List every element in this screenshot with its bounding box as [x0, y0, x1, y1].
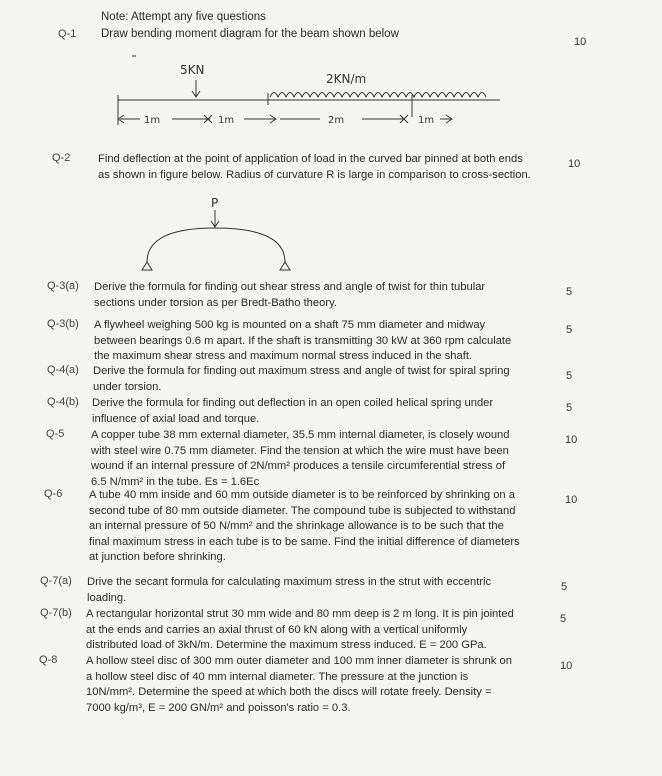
question-text: A flywheel weighing 500 kg is mounted on a shaft 75 mm diameter and midway — [94, 319, 486, 331]
question-marks: 5 — [566, 370, 573, 382]
question-marks: 10 — [565, 434, 578, 446]
question-text: A tube 40 mm inside and 60 mm outside diameter is to be reinforced by shrinking on a — [89, 489, 515, 501]
question-text: at the ends and carries an axial thrust of 60 kN along with a vertical uniformly — [86, 623, 468, 636]
dim-label: 2m — [328, 115, 345, 126]
question-number: Q-4(b) — [47, 396, 79, 408]
question-text: Draw bending moment diagram for the beam shown below — [101, 28, 399, 40]
question-text: A rectangular horizontal strut 30 mm wide and 80 mm deep is 2 m long. It is pin jointed — [86, 608, 514, 620]
question-text: distributed load of 3kN/m. Determine the maximum stress induced. E = 200 GPa. — [86, 639, 487, 652]
question-text: a hollow steel disc of 40 mm internal diameter. The pressure at the junction is — [86, 670, 469, 683]
question-text: between bearings 0.6 m apart. If the shaft is transmitting 30 kW at 360 rpm calculate — [94, 334, 512, 347]
question-number: Q-1 — [58, 28, 77, 40]
dim-label: 1m — [418, 115, 435, 126]
question-text: under torsion. — [93, 380, 162, 393]
question-marks: 5 — [560, 613, 567, 625]
question-text: 10N/mm². Determine the speed at which both the discs will rotate freely. Density = — [86, 686, 492, 699]
question-text: 6.5 N/mm² in the tube. Es = 1.6Ec — [91, 475, 260, 488]
question-text: influence of axial load and torque. — [92, 412, 260, 425]
question-marks: 10 — [574, 36, 587, 48]
question-marks: 10 — [565, 494, 578, 506]
question-number: Q-2 — [52, 152, 71, 164]
question-text: an internal pressure of 50 N/mm² and the shrinkage allowance is to be such that the — [89, 520, 504, 533]
question-text: Derive the formula for finding out maximum stress and angle of twist for spiral spring — [93, 365, 510, 377]
question-text: final maximum stress in each tube is to be same. Find the initial difference of diameters — [89, 535, 520, 548]
question-text: Derive the formula for finding out deflection in an open coiled helical spring under — [92, 397, 494, 409]
question-text: loading. — [87, 591, 127, 604]
question-marks: 5 — [566, 402, 573, 414]
question-text: sections under torsion as per Bredt-Batho theory. — [94, 296, 337, 309]
question-text: Derive the formula for finding out shear stress and angle of twist for thin tubular — [94, 281, 486, 293]
question-text: A copper tube 38 mm external diameter, 35.5 mm internal diameter, is closely wound — [91, 429, 510, 441]
question-text: second tube of 80 mm outside diameter. The compound tube is subjected to withstand — [89, 504, 516, 517]
question-text: as shown in figure below. Radius of curvature R is large in comparison to cross-section. — [98, 169, 531, 181]
question-marks: 10 — [568, 158, 581, 170]
question-marks: 5 — [566, 286, 573, 298]
question-text: at junction before shrinking. — [89, 551, 226, 564]
load-label: P — [211, 196, 219, 210]
question-number: Q-5 — [46, 428, 65, 440]
udl-coils — [270, 93, 486, 98]
question-marks: 5 — [566, 324, 573, 336]
question-number: Q-3(b) — [47, 318, 79, 330]
question-number: Q-7(b) — [40, 607, 72, 619]
dim-label: 1m — [218, 115, 235, 126]
question-text: the maximum shear stress and maximum normal stress induced in the shaft. — [94, 350, 473, 363]
question-text: A hollow steel disc of 300 mm outer diameter and 100 mm inner diameter is shrunk on — [86, 655, 512, 667]
question-number: Q-3(a) — [47, 280, 79, 292]
question-number: Q-6 — [44, 488, 63, 500]
udl-label: 2KN/m — [326, 72, 367, 86]
question-number: Q-8 — [39, 654, 58, 666]
question-number: Q-4(a) — [47, 364, 79, 376]
pin-support — [142, 262, 152, 270]
question-text: Drive the secant formula for calculating maximum stress in the strut with eccentric — [87, 576, 492, 588]
pin-support — [280, 262, 290, 270]
beam-figure — [100, 55, 520, 135]
note-text: Note: Attempt any five questions — [101, 11, 266, 23]
question-text: wound if an internal pressure of 2N/mm² produces a tensile circumferential stress of — [91, 460, 506, 473]
point-load-label: 5KN — [180, 63, 205, 77]
curved-bar — [147, 228, 285, 262]
question-text: 7000 kg/m³, E = 200 GN/m² and poisson's ratio = 0.3. — [86, 701, 351, 714]
curved-bar-figure — [135, 192, 305, 277]
question-text: Find deflection at the point of application of load in the curved bar pinned at both ends — [98, 153, 523, 165]
question-marks: 10 — [560, 660, 573, 672]
question-marks: 5 — [561, 581, 568, 593]
question-text: with steel wire 0.75 mm diameter. Find the tension at which the wire must have been — [91, 444, 509, 457]
dim-label: 1m — [144, 115, 161, 126]
question-number: Q-7(a) — [40, 575, 72, 587]
